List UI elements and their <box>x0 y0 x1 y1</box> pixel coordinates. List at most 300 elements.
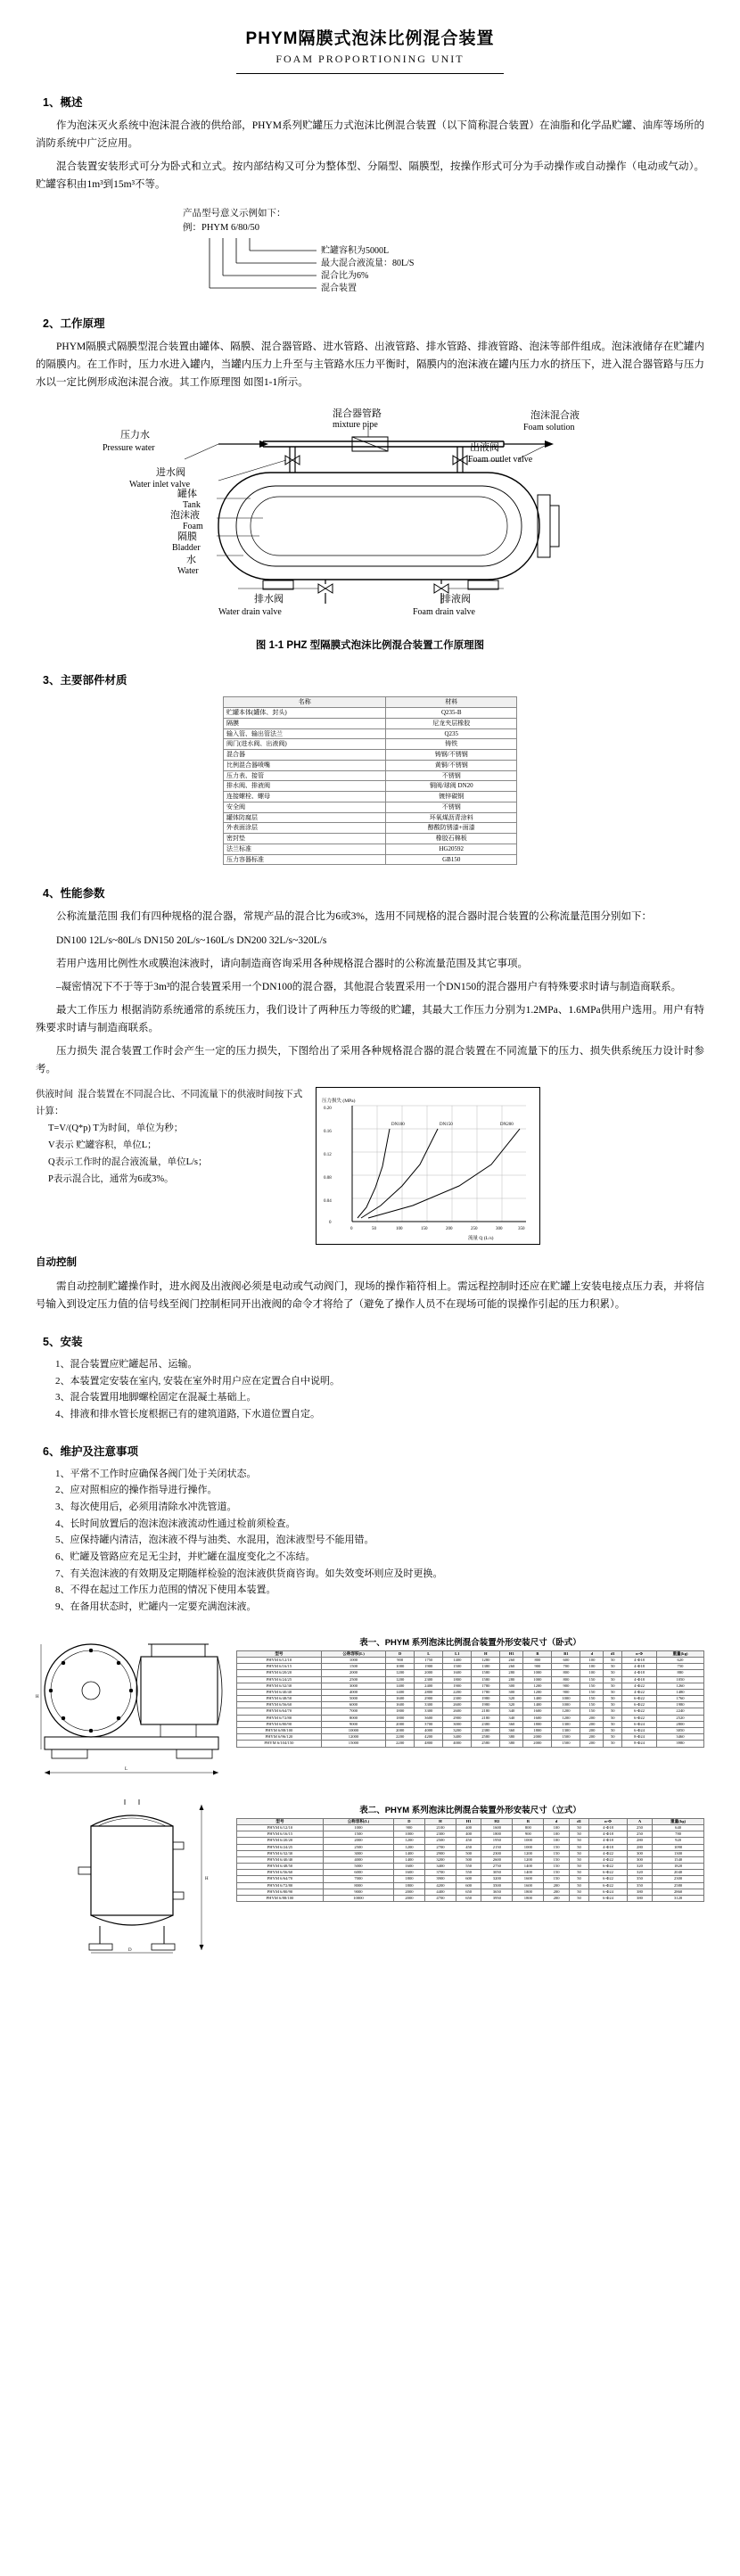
dim-h-cell: 800 <box>552 1670 580 1676</box>
dim-h-cell: 2200 <box>386 1734 415 1741</box>
table-row <box>237 1683 704 1689</box>
dim-h-cell: 260 <box>500 1664 523 1670</box>
dim-h-cell: 2600 <box>443 1702 472 1708</box>
dim-h-cell: 2900 <box>415 1696 443 1702</box>
section-4-paragraph-4: –凝密情况下不于等于3m³的混合装置采用一个DN100的混合器，其他混合装置采用一个DN150的混合器用户有特殊要求时请与制造商联系。 <box>56 981 682 992</box>
dim-v-cell: 780 <box>653 1831 704 1838</box>
dim-h-cell: 1800 <box>386 1715 415 1721</box>
dim-h-cell: 1750 <box>415 1657 443 1663</box>
dim-v-cell: 100 <box>544 1824 569 1831</box>
dim-v-cell: 3400 <box>424 1864 456 1870</box>
svg-text:300: 300 <box>496 1227 503 1232</box>
dim-v-header-cell: H <box>424 1818 456 1824</box>
dim-h-cell: 8-Φ24 <box>622 1734 657 1741</box>
dim-v-cell: 1800 <box>513 1896 544 1902</box>
dim-h-cell: 1280 <box>472 1657 500 1663</box>
model-note-3: 混合比为6% <box>321 271 369 282</box>
auto-control-label: 自动控制 <box>36 1257 77 1269</box>
dim-v-cell: 50 <box>569 1896 589 1902</box>
dim-h-cell: 900 <box>552 1683 580 1689</box>
dim-h-cell: 880 <box>657 1670 704 1676</box>
dim-v-cell: 1800 <box>481 1831 513 1838</box>
dim-h-cell: 15000 <box>321 1741 385 1747</box>
dim-v-header-cell: 型号 <box>237 1818 324 1824</box>
dim-v-cell: 4-Φ18 <box>589 1838 627 1844</box>
dim-h-cell: 2580 <box>472 1734 500 1741</box>
dim-v-cell: 6-Φ22 <box>589 1876 627 1882</box>
label-pressure-water-cn: 压力水 <box>120 430 150 441</box>
dim-h-cell: 12000 <box>321 1734 385 1741</box>
dim-v-cell: 3900 <box>424 1876 456 1882</box>
dim-h-cell: 4-Φ22 <box>622 1689 657 1695</box>
page-subtitle: FOAM PROPORTIONING UNIT <box>275 53 465 65</box>
dim-h-cell: 6-Φ22 <box>622 1708 657 1715</box>
table-row <box>224 770 517 781</box>
table-row <box>237 1741 704 1747</box>
model-note-2: 最大混合液流量：80L/S <box>321 259 415 269</box>
dim-h-cell: 1400 <box>443 1657 472 1663</box>
dim-h-cell: 280 <box>500 1676 523 1683</box>
dim-h-cell: 50 <box>604 1670 622 1676</box>
dim-h-cell: 200 <box>580 1721 604 1727</box>
dim-v-cell: 300 <box>627 1850 652 1856</box>
supply-time-label: 供液时间 <box>36 1090 73 1100</box>
dim-h-cell: 1900 <box>415 1664 443 1670</box>
dim-h-cell: 1400 <box>523 1696 552 1702</box>
dim-v-cell: 1400 <box>513 1870 544 1876</box>
dim-h-cell: 750 <box>657 1664 704 1670</box>
dim-h-cell: 800 <box>523 1657 552 1663</box>
section-1-paragraph-1: 作为泡沫灭火系统中泡沫混合液的供给部，PHYM系列贮罐压力式泡沫比例混合装置（以下简称混合装置）在油脂和化学品贮罐、油库等场所的消防系统中广泛应用。 <box>36 120 704 150</box>
dim-v-cell: PHYM 6/88/100 <box>237 1896 324 1902</box>
section-4-heading: 4、性能参数 <box>43 887 105 901</box>
model-note-1: 贮罐容积为5000L <box>321 246 390 257</box>
dim-h-cell: PHYM 6/88/100 <box>237 1728 322 1734</box>
dim-h-cell: 50 <box>604 1664 622 1670</box>
dim-h-cell: 4-Φ18 <box>622 1670 657 1676</box>
dim-h-cell: 50 <box>604 1689 622 1695</box>
dim-h-cell: 4000 <box>321 1689 385 1695</box>
dim-h-cell: 1800 <box>386 1708 415 1715</box>
label-pressure-water-en: Pressure water <box>103 443 155 454</box>
dim-v-header-cell: H1 <box>456 1818 481 1824</box>
dim-h-cell: 2240 <box>657 1708 704 1715</box>
chart-ylabel: 压力损失 (MPa) <box>322 1099 356 1105</box>
formula-3: Q表示工作时的混合液流量，单位L/s； <box>48 1157 208 1168</box>
dim-h-cell: PHYM 6/56/60 <box>237 1702 322 1708</box>
dim-v-cell: 200 <box>544 1896 569 1902</box>
dim-v-cell: 600 <box>456 1882 481 1889</box>
dim-v-cell: 350 <box>627 1876 652 1882</box>
dim-v-cell: 4-Φ18 <box>589 1844 627 1850</box>
dim-h-cell: 380 <box>500 1741 523 1747</box>
svg-text:100: 100 <box>396 1227 403 1232</box>
svg-text:350: 350 <box>518 1227 525 1232</box>
dim-v-cell: 2300 <box>424 1831 456 1838</box>
label-inlet-cn: 进水阀 <box>156 467 185 479</box>
table-row <box>237 1670 704 1676</box>
list-item: 7、有关泡沫液的有效期及定期随样检验的泡沫液供货商咨询。如失效变坏则应及时更换。 <box>55 1568 443 1579</box>
working-principle-diagram <box>85 406 655 629</box>
dim-v-cell: 3650 <box>481 1889 513 1895</box>
material-table <box>223 696 517 865</box>
dim-v-cell: 1800 <box>393 1876 424 1882</box>
dim-v-cell: 2600 <box>481 1856 513 1863</box>
dim-v-cell: 150 <box>544 1844 569 1850</box>
maintenance-list <box>36 1466 704 1616</box>
dim-v-cell: 320 <box>627 1864 652 1870</box>
table-row <box>224 834 517 844</box>
dim-h-cell: 1000 <box>552 1696 580 1702</box>
dim-h-cell: 2000 <box>386 1721 415 1727</box>
dim-h-cell: 320 <box>500 1702 523 1708</box>
dim-h-cell: 150 <box>580 1689 604 1695</box>
dim-v-cell: 9000 <box>323 1889 393 1895</box>
table-row <box>237 1689 704 1695</box>
svg-text:0.12: 0.12 <box>324 1153 332 1158</box>
dim-h-cell: 380 <box>500 1734 523 1741</box>
label-solution-cn: 泡沫混合液 <box>530 410 580 422</box>
pressure-loss-chart <box>316 1087 540 1245</box>
dim-v-cell: 4-Φ18 <box>589 1824 627 1831</box>
dim-h-cell: 1760 <box>657 1696 704 1702</box>
material-table-cell: 隔膜 <box>224 718 386 728</box>
list-item: 8、不得在起过工作压力范围的情况下使用本装置。 <box>55 1584 276 1596</box>
section-1-heading: 1、概述 <box>43 96 83 109</box>
dim-h-cell: 50 <box>604 1702 622 1708</box>
dim-v-cell: 2700 <box>424 1844 456 1850</box>
table-row <box>237 1734 704 1741</box>
dim-h-cell: 2900 <box>443 1715 472 1721</box>
dim-h-cell: 50 <box>604 1657 622 1663</box>
table-row <box>237 1896 704 1902</box>
dim-h-cell: 6-Φ24 <box>622 1721 657 1727</box>
dim-h-cell: 4-Φ18 <box>622 1676 657 1683</box>
dim-v-cell: PHYM 6/80/90 <box>237 1889 324 1895</box>
dim-h-cell: 50 <box>604 1728 622 1734</box>
svg-text:H: H <box>205 1876 209 1881</box>
list-item: 3、每次使用后，必须用清除水冲洗管道。 <box>55 1501 237 1512</box>
dim-v-cell: 1400 <box>393 1850 424 1856</box>
dim-v-cell: 50 <box>569 1850 589 1856</box>
dim-h-cell: 320 <box>500 1696 523 1702</box>
dim-v-cell: 1600 <box>393 1864 424 1870</box>
dim-h-cell: 4000 <box>443 1741 472 1747</box>
dim-v-cell: 150 <box>544 1870 569 1876</box>
svg-text:0.20: 0.20 <box>324 1107 332 1112</box>
dim-v-cell: 1200 <box>513 1856 544 1863</box>
dim-h-cell: 6-Φ22 <box>622 1715 657 1721</box>
dim-h-header-cell: B <box>523 1650 552 1657</box>
dim-h-cell: 600 <box>552 1657 580 1663</box>
dim-h-cell: PHYM 6/104/150 <box>237 1741 322 1747</box>
label-outlet-en: Foam outlet valve <box>468 455 533 465</box>
chart-xlabel: 流量 Q (L/s) <box>468 1236 494 1242</box>
dim-h-cell: 1600 <box>443 1670 472 1676</box>
dim-v-cell: 3500 <box>481 1882 513 1889</box>
table-row <box>237 1664 704 1670</box>
dim-h-cell: 1980 <box>472 1696 500 1702</box>
dim-h-cell: 200 <box>580 1734 604 1741</box>
dim-v-cell: PHYM 6/12/10 <box>237 1824 324 1831</box>
dim-h-cell: 900 <box>523 1664 552 1670</box>
table-row <box>237 1882 704 1889</box>
section-2-paragraph-1: PHYM隔膜式隔膜型混合装置由罐体、隔膜、混合器管路、进水管路、出液管路、排水管路、排液管路、泡沫等部件组成。泡沫液储存在贮罐内的隔膜内。在工作时，压力水进入罐内，当罐内压力上升至与主管路水压力平衡时，隔膜内的泡沫液在罐内压力水的挤压下，进入混合器管路与压力水以一定比例形成泡沫混合液。其工作原理图 如图1-1所示。 <box>36 342 704 389</box>
dim-h-cell: 360 <box>500 1728 523 1734</box>
formula-2: V表示 贮罐容积，单位L； <box>48 1140 157 1151</box>
dim-h-cell: 50 <box>604 1708 622 1715</box>
dim-v-cell: 350 <box>627 1882 652 1889</box>
material-table-cell: 混合器 <box>224 750 386 761</box>
label-solution-en: Foam solution <box>523 423 575 433</box>
svg-text:0.04: 0.04 <box>324 1199 332 1205</box>
dim-v-cell: 1200 <box>393 1838 424 1844</box>
table-row <box>224 781 517 792</box>
label-bladder-cn: 隔膜 <box>177 531 197 543</box>
dim-v-cell: 1950 <box>481 1838 513 1844</box>
label-outlet-cn: 出液阀 <box>470 442 499 454</box>
dim-h-cell: 2520 <box>657 1715 704 1721</box>
dim-h-cell: 1500 <box>552 1741 580 1747</box>
dim-h-cell: 3300 <box>415 1702 443 1708</box>
model-legend-leaders <box>183 236 539 295</box>
table-row <box>224 812 517 823</box>
dim-h-cell: 2500 <box>321 1676 385 1683</box>
dim-h-cell: 1000 <box>321 1657 385 1663</box>
dim-h-cell: 2000 <box>321 1670 385 1676</box>
label-mixer-en: mixture pipe <box>333 420 378 431</box>
dim-h-cell: 150 <box>580 1676 604 1683</box>
dim-v-cell: 3120 <box>653 1896 704 1902</box>
dim-v-cell: 500 <box>456 1856 481 1863</box>
model-legend-line-1: 产品型号意义示例如下： <box>183 208 286 218</box>
dim-h-cell: 3050 <box>657 1728 704 1734</box>
dim-h-cell: PHYM 6/64/70 <box>237 1708 322 1715</box>
title-divider <box>236 73 504 74</box>
list-item: 9、在备用状态时，贮罐内一定要充满泡沫液。 <box>55 1601 257 1613</box>
dim-v-cell: 1000 <box>513 1838 544 1844</box>
dim-h-header-cell: 型号 <box>237 1650 322 1657</box>
dim-v-cell: 320 <box>627 1870 652 1876</box>
dim-v-cell: 4000 <box>323 1856 393 1863</box>
table-row <box>224 728 517 739</box>
dim-h-cell: 1400 <box>386 1689 415 1695</box>
dim-h-cell: 2000 <box>386 1728 415 1734</box>
dim-h-cell: 2180 <box>472 1708 500 1715</box>
dim-v-cell: 4400 <box>424 1889 456 1895</box>
material-table-cell: 不锈钢 <box>386 770 517 781</box>
dim-v-cell: 550 <box>456 1864 481 1870</box>
section-4-paragraph-6: 压力损失 混合装置工作时会产生一定的压力损失，下图给出了采用各种规格混合器的混合装置在不同流量下的压力、损失供系统压力设计时参考。 <box>36 1046 704 1075</box>
dim-h-cell: 150 <box>580 1696 604 1702</box>
dim-h-cell: 1600 <box>386 1696 415 1702</box>
table-row <box>237 1696 704 1702</box>
label-water-cn: 水 <box>186 555 196 566</box>
dim-h-cell: PHYM 6/96/120 <box>237 1734 322 1741</box>
dim-h-cell: 360 <box>500 1721 523 1727</box>
dim-h-cell: 2300 <box>415 1676 443 1683</box>
dim-h-cell: 6-Φ22 <box>622 1702 657 1708</box>
dim-v-cell: 280 <box>627 1838 652 1844</box>
dim-table-v-caption: 表二、PHYM 系列泡沫比例混合装置外形安装尺寸（立式） <box>359 1805 581 1815</box>
dim-v-cell: 50 <box>569 1844 589 1850</box>
dim-h-header-cell: H <box>472 1650 500 1657</box>
dim-v-cell: PHYM 6/64/70 <box>237 1876 324 1882</box>
table-row <box>237 1708 704 1715</box>
dim-h-cell: 1200 <box>523 1683 552 1689</box>
material-table-cell: 镀锌碳钢 <box>386 792 517 802</box>
dim-h-header-cell: d1 <box>604 1650 622 1657</box>
dim-h-cell: 6000 <box>321 1702 385 1708</box>
dim-h-cell: 1000 <box>386 1664 415 1670</box>
dim-h-cell: 9000 <box>321 1721 385 1727</box>
svg-text:0: 0 <box>350 1227 353 1232</box>
svg-text:200: 200 <box>446 1227 453 1232</box>
dim-v-cell: 50 <box>569 1889 589 1895</box>
list-item: 5、应保持罐内清洁，泡沫液不得与油类、水混用，泡沫液型号不能用错。 <box>55 1535 374 1546</box>
dim-h-cell: 1480 <box>657 1689 704 1695</box>
dim-v-cell: 450 <box>456 1838 481 1844</box>
material-table-cell: 密封垫 <box>224 834 386 844</box>
material-table-cell: 橡胶石棉板 <box>386 834 517 844</box>
dim-h-header-cell: 重量(kg) <box>657 1650 704 1657</box>
model-note-4: 混合装置 <box>321 284 357 294</box>
dim-v-cell: 2580 <box>653 1882 704 1889</box>
dim-h-cell: 4-Φ18 <box>622 1664 657 1670</box>
label-water-en: Water <box>177 566 199 577</box>
dim-v-cell: 50 <box>569 1864 589 1870</box>
dim-v-cell: 4-Φ22 <box>589 1850 627 1856</box>
dim-v-header-cell: A <box>627 1818 652 1824</box>
dim-v-cell: 8000 <box>323 1882 393 1889</box>
svg-text:250: 250 <box>471 1227 478 1232</box>
material-table-cell: HG20592 <box>386 844 517 854</box>
dim-v-cell: 1800 <box>393 1882 424 1889</box>
dim-v-cell: 3050 <box>481 1870 513 1876</box>
dim-h-cell: 7000 <box>321 1708 385 1715</box>
table-row <box>237 1844 704 1850</box>
dim-v-cell: 2500 <box>424 1838 456 1844</box>
dim-h-cell: 100 <box>580 1664 604 1670</box>
dim-h-cell: 4800 <box>415 1741 443 1747</box>
dim-v-cell: PHYM 6/32/30 <box>237 1850 324 1856</box>
dim-h-cell: 1600 <box>523 1715 552 1721</box>
material-table-cell: 黄铜/不锈钢 <box>386 760 517 770</box>
dim-v-cell: 150 <box>544 1856 569 1863</box>
dim-v-cell: PHYM 6/72/80 <box>237 1882 324 1889</box>
dim-h-cell: 900 <box>386 1657 415 1663</box>
dim-v-cell: 50 <box>569 1876 589 1882</box>
list-item: 1、混合装置应贮罐起吊、运输。 <box>55 1358 198 1370</box>
dim-v-cell: 500 <box>456 1850 481 1856</box>
dim-v-cell: 4-Φ18 <box>589 1831 627 1838</box>
dim-h-cell: 1380 <box>472 1664 500 1670</box>
dim-h-cell: 3000 <box>321 1683 385 1689</box>
formula-4: P表示混合比，通常为6或3%。 <box>48 1173 174 1184</box>
dim-v-cell: 6-Φ24 <box>589 1889 627 1895</box>
label-drain-cn: 排水阀 <box>254 594 284 605</box>
dim-v-cell: PHYM 6/40/40 <box>237 1856 324 1863</box>
material-table-cell: 罐体防腐层 <box>224 812 386 823</box>
dim-h-cell: 3000 <box>443 1721 472 1727</box>
dim-h-cell: 280 <box>500 1670 523 1676</box>
dim-v-cell: 4-Φ22 <box>589 1856 627 1863</box>
material-table-cell: 铸铁 <box>386 739 517 750</box>
section-4-paragraph-1: 公称流量范围 我们有四种规格的混合器，常规产品的混合比为6或3%，选用不同规格的混合器时混合装置的公称流量范围分别如下： <box>56 911 652 923</box>
dim-h-cell: 6-Φ22 <box>622 1696 657 1702</box>
dim-h-cell: 200 <box>580 1715 604 1721</box>
table-row <box>237 1850 704 1856</box>
dim-h-cell: 2000 <box>415 1670 443 1676</box>
dim-v-cell: 7000 <box>323 1876 393 1882</box>
dim-v-cell: 2100 <box>424 1824 456 1831</box>
dim-h-cell: 2300 <box>443 1696 472 1702</box>
dim-h-cell: 1980 <box>472 1702 500 1708</box>
dim-v-cell: 2900 <box>424 1850 456 1856</box>
table-row <box>224 802 517 812</box>
svg-text:0.08: 0.08 <box>324 1176 332 1181</box>
dim-h-cell: 150 <box>580 1683 604 1689</box>
dim-v-cell: 6-Φ22 <box>589 1882 627 1889</box>
table-row <box>237 1728 704 1734</box>
dim-h-cell: 300 <box>500 1689 523 1695</box>
dim-h-cell: 2380 <box>472 1721 500 1727</box>
dim-v-cell: 280 <box>627 1844 652 1850</box>
dim-h-cell: 50 <box>604 1683 622 1689</box>
label-drain-en: Water drain valve <box>218 607 282 618</box>
chart-series-dn100: DN100 <box>391 1123 405 1128</box>
dim-v-cell: 3700 <box>424 1870 456 1876</box>
figure-caption: 图 1-1 PHZ 型隔膜式泡沫比例混合装置工作原理图 <box>255 640 485 652</box>
dim-v-header-cell: 重量(kg) <box>653 1818 704 1824</box>
dim-v-cell: 5000 <box>323 1864 393 1870</box>
dim-h-cell: 50 <box>604 1721 622 1727</box>
material-table-cell: 排水阀、排液阀 <box>224 781 386 792</box>
material-table-cell: 阀门(进水阀、出液阀) <box>224 739 386 750</box>
dim-h-header-cell: B1 <box>552 1650 580 1657</box>
dim-v-cell: 50 <box>569 1870 589 1876</box>
dim-v-cell: 150 <box>544 1876 569 1882</box>
table-row <box>224 854 517 865</box>
dim-h-cell: 1800 <box>443 1676 472 1683</box>
dim-h-cell: 200 <box>580 1741 604 1747</box>
dim-v-cell: 50 <box>569 1831 589 1838</box>
table-row <box>224 708 517 719</box>
dim-v-cell: 800 <box>513 1824 544 1831</box>
dim-h-cell: 1200 <box>386 1676 415 1683</box>
dim-v-cell: 150 <box>544 1864 569 1870</box>
dim-v-cell: 2500 <box>323 1844 393 1850</box>
material-table-cell: 安全阀 <box>224 802 386 812</box>
dim-v-cell: 2000 <box>323 1838 393 1844</box>
list-item: 6、贮罐及管路应充足无尘封，并贮罐在温度变化之不冻结。 <box>55 1551 316 1563</box>
table-row <box>237 1838 704 1844</box>
dim-v-cell: 380 <box>627 1889 652 1895</box>
dim-h-cell: 50 <box>604 1734 622 1741</box>
dim-h-cell: 1260 <box>657 1683 704 1689</box>
material-table-cell: 尼龙夹层橡胶 <box>386 718 517 728</box>
dim-h-header-cell: L <box>415 1650 443 1657</box>
dim-h-cell: PHYM 6/20/20 <box>237 1670 322 1676</box>
dim-v-cell: 1400 <box>393 1856 424 1863</box>
dim-h-cell: 1580 <box>472 1676 500 1683</box>
dim-h-cell: PHYM 6/48/50 <box>237 1696 322 1702</box>
table-row <box>224 792 517 802</box>
label-fdrain-en: Foam drain valve <box>413 607 475 618</box>
material-table-cell: 法兰标准 <box>224 844 386 854</box>
dim-h-cell: 1200 <box>523 1689 552 1695</box>
dim-h-cell: PHYM 6/24/25 <box>237 1676 322 1683</box>
